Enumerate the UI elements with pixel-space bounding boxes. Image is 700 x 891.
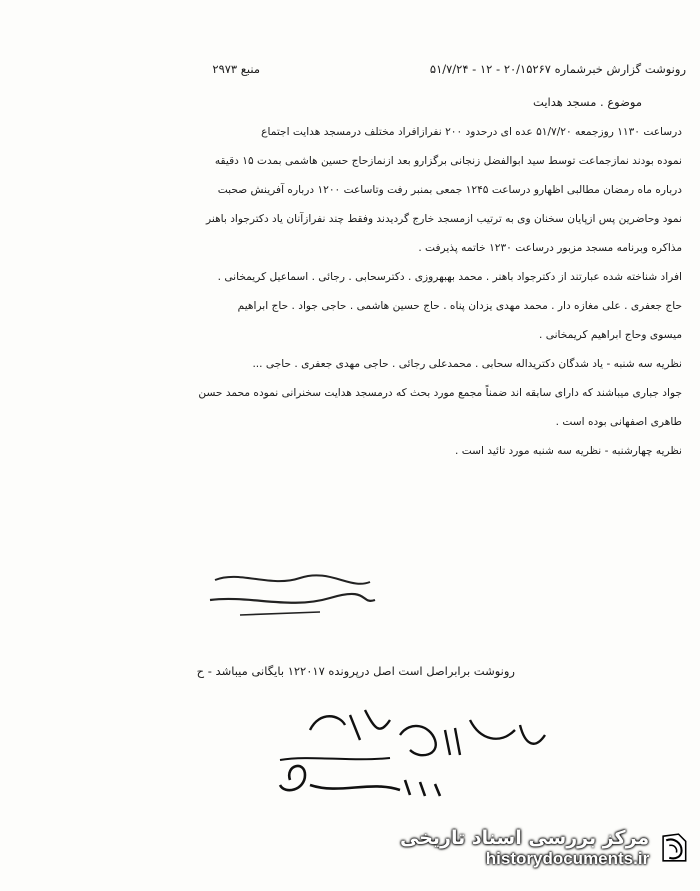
- body-line: درباره ماه رمضان مطالبی اظهارو درساعت ۱۲۴۵ جمعی بمنبر رفت وتاساعت ۱۲۰۰ درباره آفرینش صحبت: [217, 184, 682, 196]
- body-line: میسوی وحاج ابراهیم کریمخانی .: [539, 329, 682, 341]
- report-source: منبع ۲۹۷۳: [212, 62, 260, 76]
- archive-watermark: [400, 813, 690, 883]
- body-line: نظریه چهارشنبه - نظریه سه شنبه مورد تائید است .: [454, 445, 682, 457]
- certification-line: رونوشت برابراصل است اصل درپرونده ۱۲۲۰۱۷ بایگانی میباشد - ح: [196, 664, 515, 678]
- body-line: حاج جعفری . علی مغازه دار . محمد مهدی یزدان پناه . حاج حسین هاشمی . حاجی جواد . حاج ابراهیم: [237, 300, 682, 312]
- body-line: درساعت ۱۱۳۰ روزجمعه ۵۱/۷/۲۰ عده ای درحدود ۲۰۰ نفرازافراد مختلف درمسجد هدایت اجتماع: [261, 126, 682, 138]
- body-line: طاهری اصفهانی بوده است .: [555, 416, 682, 428]
- report-reference: رونوشت گزارش خبرشماره ۲۰/۱۵۲۶۷ - ۱۲ - ۵۱/۷/۲۴: [429, 62, 686, 76]
- handwritten-signature: [250, 700, 550, 810]
- body-line: نمود وحاضرین پس ازپایان سخنان وی به ترتیب ازمسجد خارج گردیدند وفقط چند نفرازآنان یاد دکترجواد باهنر: [206, 213, 682, 225]
- archive-logo-icon: [659, 817, 690, 879]
- watermark-title: مرکز بررسی اسناد تاریخی: [400, 827, 650, 849]
- watermark-text: [400, 827, 649, 869]
- watermark-url: historydocuments.ir: [485, 849, 650, 868]
- body-line: نظریه سه شنبه - یاد شدگان دکتریداله سحابی . محمدعلی رجائی . حاجی مهدی جعفری . حاجی ...: [252, 358, 682, 370]
- handwritten-scribble: [200, 560, 380, 630]
- report-subject: موضوع . مسجد هدایت: [533, 95, 642, 109]
- body-line: افراد شناخته شده عبارتند از دکترجواد باهنر . محمد بهبهروزی . دکترسحابی . رجائی . اسماعیل کریمخانی .: [217, 271, 682, 283]
- report-body: [32, 118, 682, 466]
- body-line: مذاکره وبرنامه مسجد مزبور درساعت ۱۲۳۰ خاتمه پذیرفت .: [418, 242, 682, 254]
- body-line: جواد جباری میباشند که دارای سابقه اند ضمناً مجمع مورد بحث که درمسجد هدایت سخنرانی نموده محمد حسن: [198, 387, 682, 399]
- body-line: نموده بودند نمازجماعت توسط سید ابوالفضل زنجانی برگزارو بعد ازنمازحاج حسین هاشمی بمدت ۱۵ دقیقه: [214, 155, 682, 167]
